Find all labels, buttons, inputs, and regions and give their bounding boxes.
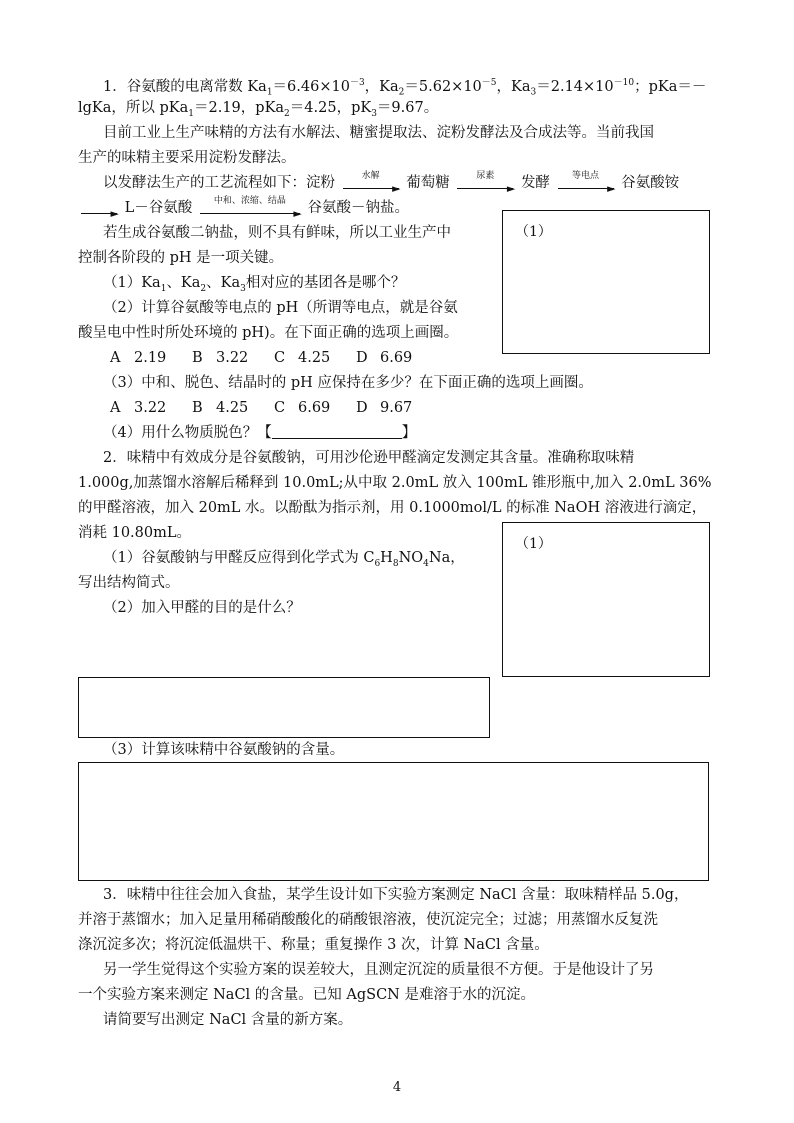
q2-purpose-answer-box[interactable]	[78, 677, 490, 738]
page-number: 4	[392, 1080, 402, 1095]
q2-paragraph3: 的甲醛溶液，加入 20mL 水。以酚酞为指示剂，用 0.1000mol/L 的标准 NaOH 溶液进行滴定，	[78, 500, 707, 516]
q2-calculation-box[interactable]	[78, 762, 709, 881]
q3-paragraph3: 涤沉淀多次；将沉淀低温烘干、称量；重复操作 3 次，计算 NaCl 含量。	[78, 937, 549, 953]
q2-sub1b: 写出结构简式。	[78, 575, 180, 591]
option-d[interactable]: D	[356, 400, 368, 416]
q3-paragraph2: 并溶于蒸馏水；加入足量用稀硝酸酸化的硝酸银溶液，使沉淀完全；过滤；用蒸馏水反复洗	[78, 912, 658, 928]
option-a[interactable]: A	[110, 400, 121, 416]
flow-arrow-start: ►	[81, 198, 117, 218]
q2-paragraph1: 2．味精中有效成分是谷氨酸钠，可用沙伦逊甲醛滴定发测定其含量。准确称取味精	[103, 450, 635, 466]
q1-paragraph1: 目前工业上生产味精的方法有水解法、糖蜜提取法、淀粉发酵法及合成法等。当前我国	[103, 125, 654, 141]
q3-paragraph1: 3．味精中往往会加入食盐，某学生设计如下实验方案测定 NaCl 含量：取味精样品 5.0g，	[103, 887, 689, 903]
q1-paragraph1b: 生产的味精主要采用淀粉发酵法。	[78, 150, 296, 166]
flow-arrow-urea: 尿素 ►	[457, 173, 513, 193]
q1-sub2b: 酸呈电中性时所处环境的 pH)。在下面正确的选项上画圈。	[78, 325, 459, 341]
q1-flow-line1: 以发酵法生产的工艺流程如下：淀粉 水解 ► 葡萄糖 尿素 ► 发酵 等电点 ► 谷氨酸铵	[103, 171, 680, 195]
option-b[interactable]: B	[192, 400, 203, 416]
q2-structure-box[interactable]: （1）	[502, 522, 710, 677]
option-c[interactable]: C	[274, 350, 286, 366]
q1-sub3-options: A 3.22 B 4.25 C 6.69 D 9.67	[110, 400, 413, 416]
q1-flow-line2: ► L－谷氨酸 中和、浓缩、结晶 ► 谷氨酸－钠盐。	[78, 198, 409, 218]
q1-paragraph2: 若生成谷氨酸二钠盐，则不具有鲜味，所以工业生产中	[103, 225, 451, 241]
q1-sub4: （4）用什么物质脱色？【 】	[103, 425, 417, 441]
q3-paragraph5: 一个实验方案来测定 NaCl 的含量。已知 AgSCN 是难溶于水的沉淀。	[78, 987, 535, 1003]
answer-blank[interactable]	[272, 424, 402, 439]
option-c[interactable]: C	[274, 400, 286, 416]
q1-paragraph2b: 控制各阶段的 pH 是一项关键。	[78, 250, 284, 266]
q2-sub2: （2）加入甲醛的目的是什么？	[103, 600, 301, 616]
q2-paragraph2: 1.000g,加蒸馏水溶解后稀释到 10.0mL;从中取 2.0mL 放入 100mL 锥形瓶中,加入 2.0mL 36%	[78, 475, 712, 491]
q1-answer-box[interactable]: （1）	[502, 210, 710, 354]
option-a[interactable]: A	[110, 350, 121, 366]
q2-sub3: （3）计算该味精中谷氨酸钠的含量。	[103, 742, 345, 758]
q1-sub3: （3）中和、脱色、结晶时的 pH 应保持在多少？在下面正确的选项上画圈。	[103, 375, 593, 391]
q1-line1: 1．谷氨酸的电离常数 $Ka_1=6.46\times 10^{-3}$，$Ka_2=5.62\times 10^{-5}$，$Ka_3=2.14\times 10^{-10}$；pKa＝－	[103, 78, 707, 98]
q3-paragraph4: 另一学生觉得这个实验方案的误差较大，且测定沉淀的质量很不方便。于是他设计了另	[103, 962, 654, 978]
q1-sub1: $(1)Ka_1$、$Ka_2$、$Ka_3$相对应的基团各是哪个？	[103, 275, 406, 294]
q1-line2: lgKa，所以 pKa$_1$＝2.19，pKa$_2$＝4.25，$pK_3=9.67$。	[78, 100, 439, 119]
q2-paragraph4: 消耗 10.80mL。	[78, 525, 191, 541]
q1-sub2-options: A 2.19 B 3.22 C 4.25 D 6.69	[110, 350, 413, 366]
q3-paragraph6: 请简要写出测定 NaCl 含量的新方案。	[103, 1012, 353, 1028]
option-d[interactable]: D	[356, 350, 368, 366]
flow-arrow-neutralize: 中和、浓缩、结晶 ►	[200, 198, 300, 218]
q1-sub2: （2）计算谷氨酸等电点的 pH（所谓等电点，就是谷氨	[103, 300, 458, 316]
flow-arrow-hydrolysis: 水解 ►	[343, 173, 399, 193]
flow-arrow-isoelectric: 等电点 ►	[558, 173, 614, 193]
q2-sub1: （1）谷氨酸钠与甲醛反应得到化学式为 $C_6H_8NO_4Na$，	[103, 550, 465, 569]
option-b[interactable]: B	[192, 350, 203, 366]
